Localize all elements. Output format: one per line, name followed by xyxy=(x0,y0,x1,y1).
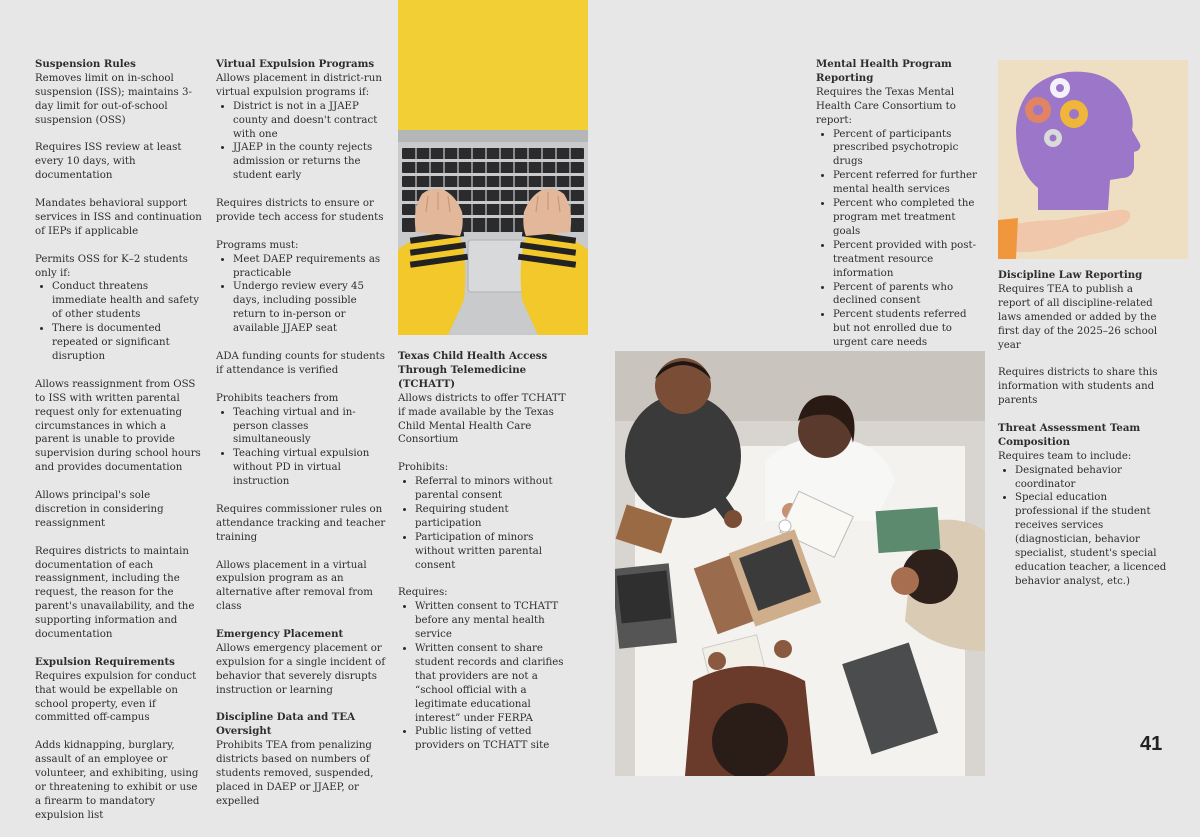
list-item: • Requiring student participation xyxy=(415,503,568,531)
suspension-paragraph: Requires ISS review at least every 10 days, with documentation xyxy=(35,142,182,182)
virtual-expulsion-heading: Virtual Expulsion Programs xyxy=(216,58,375,70)
emergency-paragraph: Allows emergency placement or expulsion for a single incident of behavior that severely disrupts instruction or learning xyxy=(216,642,386,696)
list-item: • Percent students referred but not enrolled due to urgent care needs xyxy=(833,308,984,350)
page-number: 41 xyxy=(1140,733,1163,755)
list-item: • Percent who completed the program met treatment goals xyxy=(833,197,984,239)
tchatt-paragraph: Allows districts to offer TCHATT if made available by the Texas Child Mental Health Care Consortium xyxy=(398,392,566,446)
list-item: • Participation of minors without written parental consent xyxy=(415,531,568,573)
oversight-paragraph: Prohibits TEA from penalizing districts based on numbers of students removed, suspended, placed in DAEP or JJAEP, or expelled xyxy=(216,740,374,807)
mental-health-reporting-heading: Mental Health Program Reporting xyxy=(816,58,952,84)
tchatt-paragraph: Prohibits: xyxy=(398,462,449,474)
expulsion-paragraph: Requires expulsion for conduct that would be expellable on school property, even if committed off-campus xyxy=(35,670,197,724)
list-item: • Percent of participants prescribed psychotropic drugs xyxy=(833,128,984,170)
column-mental-health-reporting xyxy=(816,58,984,364)
column-tchatt xyxy=(398,350,568,767)
gear-icon xyxy=(1044,129,1062,147)
program-requirements-list xyxy=(216,253,386,336)
list-item: • Conduct threatens immediate health and safety of other students xyxy=(52,280,203,322)
gear-icon xyxy=(1025,97,1051,123)
head-gears-illustration xyxy=(998,60,1188,259)
list-item: • Designated behavior coordinator xyxy=(1015,464,1168,492)
mind-gears-photo xyxy=(998,60,1188,259)
virtual-paragraph: Allows placement in a virtual expulsion program as an alternative after removal from class xyxy=(216,559,373,613)
list-item: • Percent provided with post-treatment resource information xyxy=(833,239,984,281)
tea-oversight-heading: Discipline Data and TEA Oversight xyxy=(216,711,356,738)
suspension-paragraph: Mandates behavioral support services in ISS and continuation of IEPs if applicable xyxy=(35,198,202,237)
list-item: • Teaching virtual and in-person classes simultaneously xyxy=(233,406,386,448)
list-item: • Public listing of vetted providers on TCHATT site xyxy=(415,725,568,753)
teacher-prohibitions-list xyxy=(216,406,386,489)
virtual-paragraph: Requires districts to ensure or provide tech access for students xyxy=(216,198,384,223)
list-item: • JJAEP in the county rejects admission or returns the student early xyxy=(233,141,386,183)
gear-icon xyxy=(1050,78,1070,98)
virtual-paragraph: ADA funding counts for students if attendance is verified xyxy=(216,350,385,376)
list-item: • Referral to minors without parental consent xyxy=(415,475,568,503)
threat-assessment-heading: Threat Assessment Team Composition xyxy=(998,421,1141,448)
list-item: • Written consent to TCHATT before any mental health service xyxy=(415,600,568,642)
suspension-paragraph: Permits OSS for K–2 students only if: xyxy=(35,253,188,279)
virtual-conditions-list xyxy=(216,100,386,183)
suspension-paragraph: Removes limit on in-school suspension (ISS); maintains 3-day limit for out-of-school suspension (OSS) xyxy=(35,72,192,126)
suspension-paragraph: Allows principal's sole discretion in considering reassignment xyxy=(35,490,164,529)
list-item: • Percent of parents who declined consent xyxy=(833,281,984,309)
tchatt-paragraph: Requires: xyxy=(398,587,448,599)
tchatt-heading: Texas Child Health Access Through Telemedicine (TCHATT) xyxy=(398,350,548,390)
list-item: • Undergo review every 45 days, including possible return to in-person or available JJAEP seat xyxy=(233,280,386,336)
laptop-illustration xyxy=(398,0,588,335)
law-paragraph: Requires districts to share this information with students and parents xyxy=(998,367,1158,407)
suspension-paragraph: Allows reassignment from OSS to ISS with written parental request only for extenuating circumstances in which a parent is unable to provide supervision during school hours and provides documentation xyxy=(35,378,201,474)
law-paragraph: Requires TEA to publish a report of all discipline-related laws amended or added by the first day of the 2025–26 school year xyxy=(998,283,1158,351)
column-virtual-expulsion xyxy=(216,58,386,823)
column-suspension-expulsion xyxy=(35,58,203,837)
mental-health-report-list xyxy=(816,128,984,351)
list-item: • District is not in a JJAEP county and doesn't contract with one xyxy=(233,100,386,142)
tchatt-prohibitions-list xyxy=(398,475,568,572)
list-item: • Percent referred for further mental health services xyxy=(833,169,984,197)
laptop-typing-photo xyxy=(398,0,588,335)
virtual-paragraph: Requires commissioner rules on attendance tracking and teacher training xyxy=(216,503,386,543)
list-item: • Teaching virtual expulsion without PD in virtual instruction xyxy=(233,447,386,489)
virtual-paragraph: Prohibits teachers from xyxy=(216,392,339,404)
emergency-placement-heading: Emergency Placement xyxy=(216,628,344,641)
gear-icon xyxy=(1060,100,1088,128)
list-item: • Written consent to share student records and clarifies that providers are not a “school official with a legitimate educational interest” under FERPA xyxy=(415,642,568,725)
discipline-law-reporting-heading: Discipline Law Reporting xyxy=(998,269,1143,281)
suspension-paragraph: Requires districts to maintain documentation of each reassignment, including the request, the reason for the parent's unavailability, and the supporting information and documentation xyxy=(35,545,195,641)
virtual-paragraph: Programs must: xyxy=(216,239,299,251)
list-item: • Meet DAEP requirements as practicable xyxy=(233,253,386,281)
column-discipline-law-reporting xyxy=(998,269,1168,603)
threat-paragraph: Requires team to include: xyxy=(998,450,1132,462)
meeting-illustration xyxy=(615,351,985,776)
suspension-conditions-list xyxy=(35,280,203,363)
mental-health-paragraph: Requires the Texas Mental Health Care Consortium to report: xyxy=(816,86,956,126)
virtual-paragraph: Allows placement in district-run virtual expulsion programs if: xyxy=(216,72,382,98)
threat-team-list xyxy=(998,464,1168,589)
tchatt-requirements-list xyxy=(398,600,568,753)
expulsion-paragraph: Adds kidnapping, burglary, assault of an employee or volunteer, and exhibiting, using or threatening to exhibit or use a firearm to mandatory expulsion list xyxy=(35,740,199,821)
suspension-rules-heading: Suspension Rules xyxy=(35,58,136,70)
list-item: • Special education professional if the student receives services (diagnostician, behavior specialist, student's special education teacher, a licenced behavior analyst, etc.) xyxy=(1015,491,1168,588)
list-item: • There is documented repeated or significant disruption xyxy=(52,322,203,364)
team-meeting-photo xyxy=(615,351,985,776)
expulsion-requirements-heading: Expulsion Requirements xyxy=(35,655,175,668)
